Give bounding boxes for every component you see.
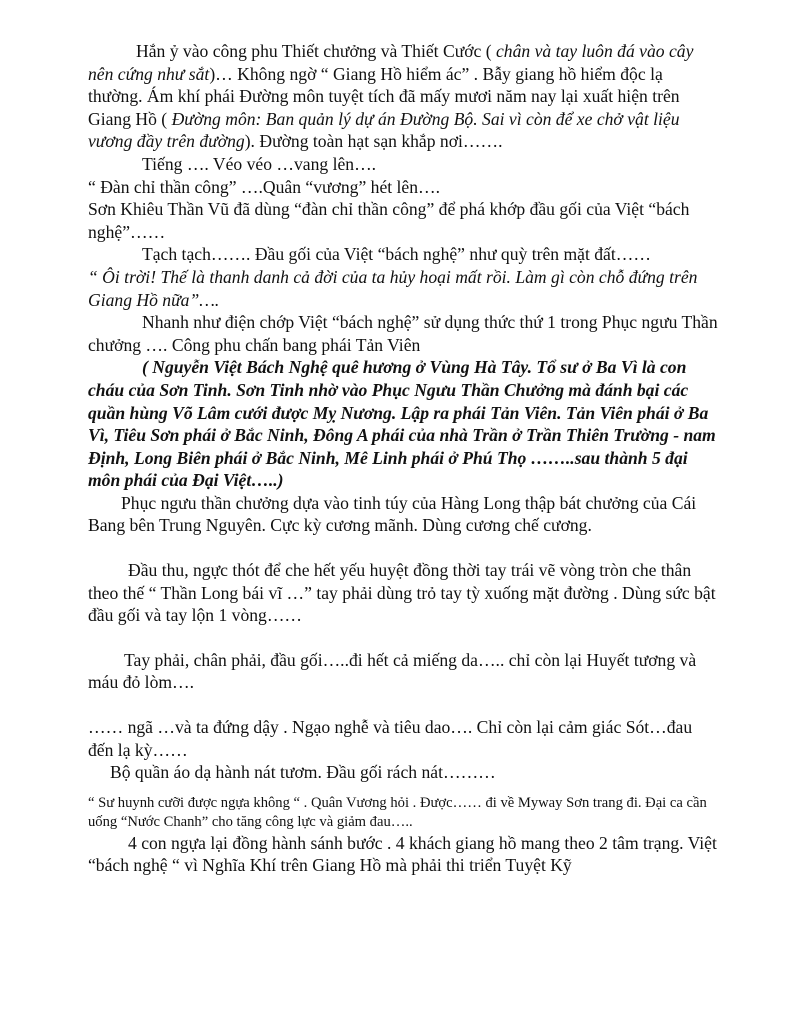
paragraph-9: Phục ngưu thần chưởng dựa vào tinh túy của Hàng Long thập bát chưởng của Cái Bang bên Trung Nguyên. Cực kỳ cương mãnh. Dùng cương chế cương. xyxy=(88,492,697,536)
paragraph-13: Bộ quần áo dạ hành nát tươm. Đầu gối rách nát……… xyxy=(110,762,496,783)
paragraph-7: Nhanh như điện chớp Việt “bách nghệ” sử dụng thức thứ 1 trong Phục ngưu Thần chưởng …. Công phu chấn bang phái Tản Viên xyxy=(88,312,718,355)
paragraph-2: Tiếng …. Véo véo …vang lên…. xyxy=(142,153,377,174)
paragraph-3: “ Đàn chỉ thần công” ….Quân “vương” hét lên…. xyxy=(88,176,441,197)
paragraph-12: …… ngã …và ta đứng dậy . Ngạo nghễ và tiêu dao…. Chỉ còn lại cảm giác Sót…đau đến lạ kỳ…… xyxy=(88,717,693,760)
italic-note: Đường môn: Ban quản lý dự án Đường Bộ. Sai vì còn để xe chở vật liệu vương đầy trên đường xyxy=(88,108,680,152)
paragraph-10: Đầu thu, ngực thót để che hết yếu huyệt đồng thời tay trái vẽ vòng tròn che thân theo thế “ Thần Long bái vĩ …” tay phải dùng trỏ tay tỳ xuống mặt đường . Dùng sức bật đầu gối và tay lộn 1 vòng…… xyxy=(88,560,716,626)
paragraph-14: “ Sư huynh cưỡi được ngựa không “ . Quân Vương hỏi . Được…… đi về Myway Sơn trang đi. Đại ca cần uống “Nước Chanh” cho tăng công lực và giảm đau….. xyxy=(88,794,707,830)
paragraph-11: Tay phải, chân phải, đầu gối…..đi hết cả miếng da….. chỉ còn lại Huyết tương và máu đỏ lòm…. xyxy=(88,649,697,693)
spacer xyxy=(88,784,718,794)
text-run: )… Không ngờ “ Giang Hồ hiểm ác” . Bẫy giang hồ hiểm độc lạ thường. Ám khí phái Đường môn tuyệt tích đã mấy mươi năm nay lại xuất hiện trên Giang Hồ ( xyxy=(88,63,680,129)
paragraph-5: Tạch tạch……. Đầu gối của Việt “bách nghệ” như quỳ trên mặt đất…… xyxy=(142,244,651,265)
paragraph-4: Sơn Khiêu Thần Vũ đã dùng “đàn chỉ thần công” để phá khớp đầu gối của Việt “bách nghệ”…… xyxy=(88,199,690,242)
paragraph-8: ( Nguyễn Việt Bách Nghệ quê hương ở Vùng Hà Tây. Tổ sư ở Ba Vì là con cháu của Sơn Tinh. Sơn Tinh nhờ vào Phục Ngưu Thần Chưởng mà đánh bại các quần hùng Võ Lâm cưới được Mỵ Nương. Lập ra phái Tản Viên. Tản Viên phái ở Ba Vì, Tiêu Sơn phái ở Bắc Ninh, Đông A phái của nhà Trần ở Trần Thiên Trường - nam Định, Long Biên phái ở Bắc Ninh, Mê Linh phái ở Phú Thọ ……..sau thành 5 đại môn phái của Đại Việt…..) xyxy=(88,357,716,491)
spacer xyxy=(88,537,718,559)
paragraph-6: “ Ôi trời! Thế là thanh danh cả đời của ta hủy hoại mất rồi. Làm gì còn chỗ đứng trên Giang Hồ nữa”…. xyxy=(88,266,698,310)
italic-note: chân và tay luôn đá vào cây nên cứng như sắt xyxy=(88,41,694,84)
document-text xyxy=(88,40,718,877)
spacer xyxy=(88,627,718,649)
paragraph-15: 4 con ngựa lại đồng hành sánh bước . 4 khách giang hồ mang theo 2 tâm trạng. Việt “bách nghệ “ vì Nghĩa Khí trên Giang Hồ mà phải thi triển Tuyệt Kỹ xyxy=(88,832,717,876)
text-run: Hắn ỷ vào công phu Thiết chưởng và Thiết Cước ( xyxy=(136,41,496,61)
text-run: ). Đường toàn hạt sạn khắp nơi……. xyxy=(244,131,503,152)
paragraph-1 xyxy=(88,40,718,153)
spacer xyxy=(88,694,718,716)
